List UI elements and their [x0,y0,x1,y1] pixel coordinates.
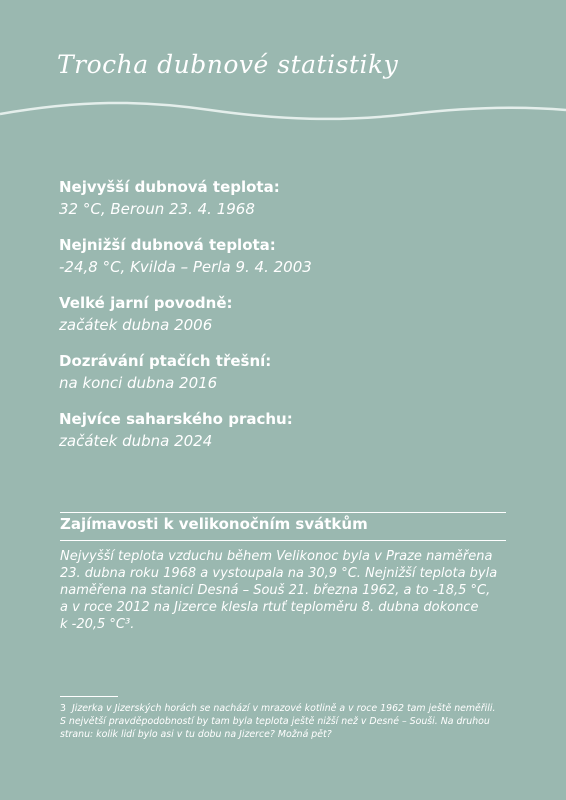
stat-item [59,176,519,234]
box-text-line: a v roce 2012 na Jizerce klesla rtuť teploměru 8. dubna dokonce [60,600,479,615]
stat-label: Nejvíce saharského prachu: [59,410,293,428]
stat-value: -24,8 °C, Kvilda – Perla 9. 4. 2003 [59,258,312,276]
footnote [60,702,510,741]
footnote-line: stranu: kolik lidí bylo asi v tu dobu na Jizerce? Možná pět? [60,729,332,740]
box-title-rule [60,540,506,541]
stat-label: Nejvyšší dubnová teplota: [59,178,280,196]
stat-label: Dozrávání ptačích třešní: [59,352,272,370]
stat-value: začátek dubna 2024 [59,432,213,450]
stat-value: 32 °C, Beroun 23. 4. 1968 [59,200,255,218]
stat-item [59,350,519,408]
box-text-line: naměřena na stanici Desná – Souš 21. března 1962, a to -18,5 °C, [60,583,491,598]
wave-divider [0,92,566,132]
box-text [60,548,500,633]
page-title: Trocha dubnové statistiky [57,50,399,79]
stat-item [59,292,519,350]
footnote-text: Jizerka v Jizerských horách se nachází v mrazové kotlině a v roce 1962 tam ještě neměřili. [72,703,496,714]
stat-value: začátek dubna 2006 [59,316,213,334]
stat-item [59,408,519,466]
box-text-line: Nejvyšší teplota vzduchu během Velikonoc byla v Praze naměřena [60,549,493,564]
footnote-rule [60,696,118,697]
stat-label: Nejnižší dubnová teplota: [59,236,276,254]
footnote-number: 3 [60,703,66,714]
stat-item [59,234,519,292]
stats-list [59,176,519,466]
footnote-line [60,702,510,715]
footnote-line: S největší pravděpodobností by tam byla teplota ještě nižší než v Desné – Souši. Na druhou [60,716,490,727]
box-text-line: k -20,5 °C³. [60,617,135,632]
stat-value: na konci dubna 2016 [59,374,218,392]
box-title: Zajímavosti k velikonočním svátkům [60,515,368,533]
stat-label: Velké jarní povodně: [59,294,233,312]
box-text-line: 23. dubna roku 1968 a vystoupala na 30,9 °C. Nejnižší teplota byla [60,566,498,581]
box-top-rule [60,512,506,513]
